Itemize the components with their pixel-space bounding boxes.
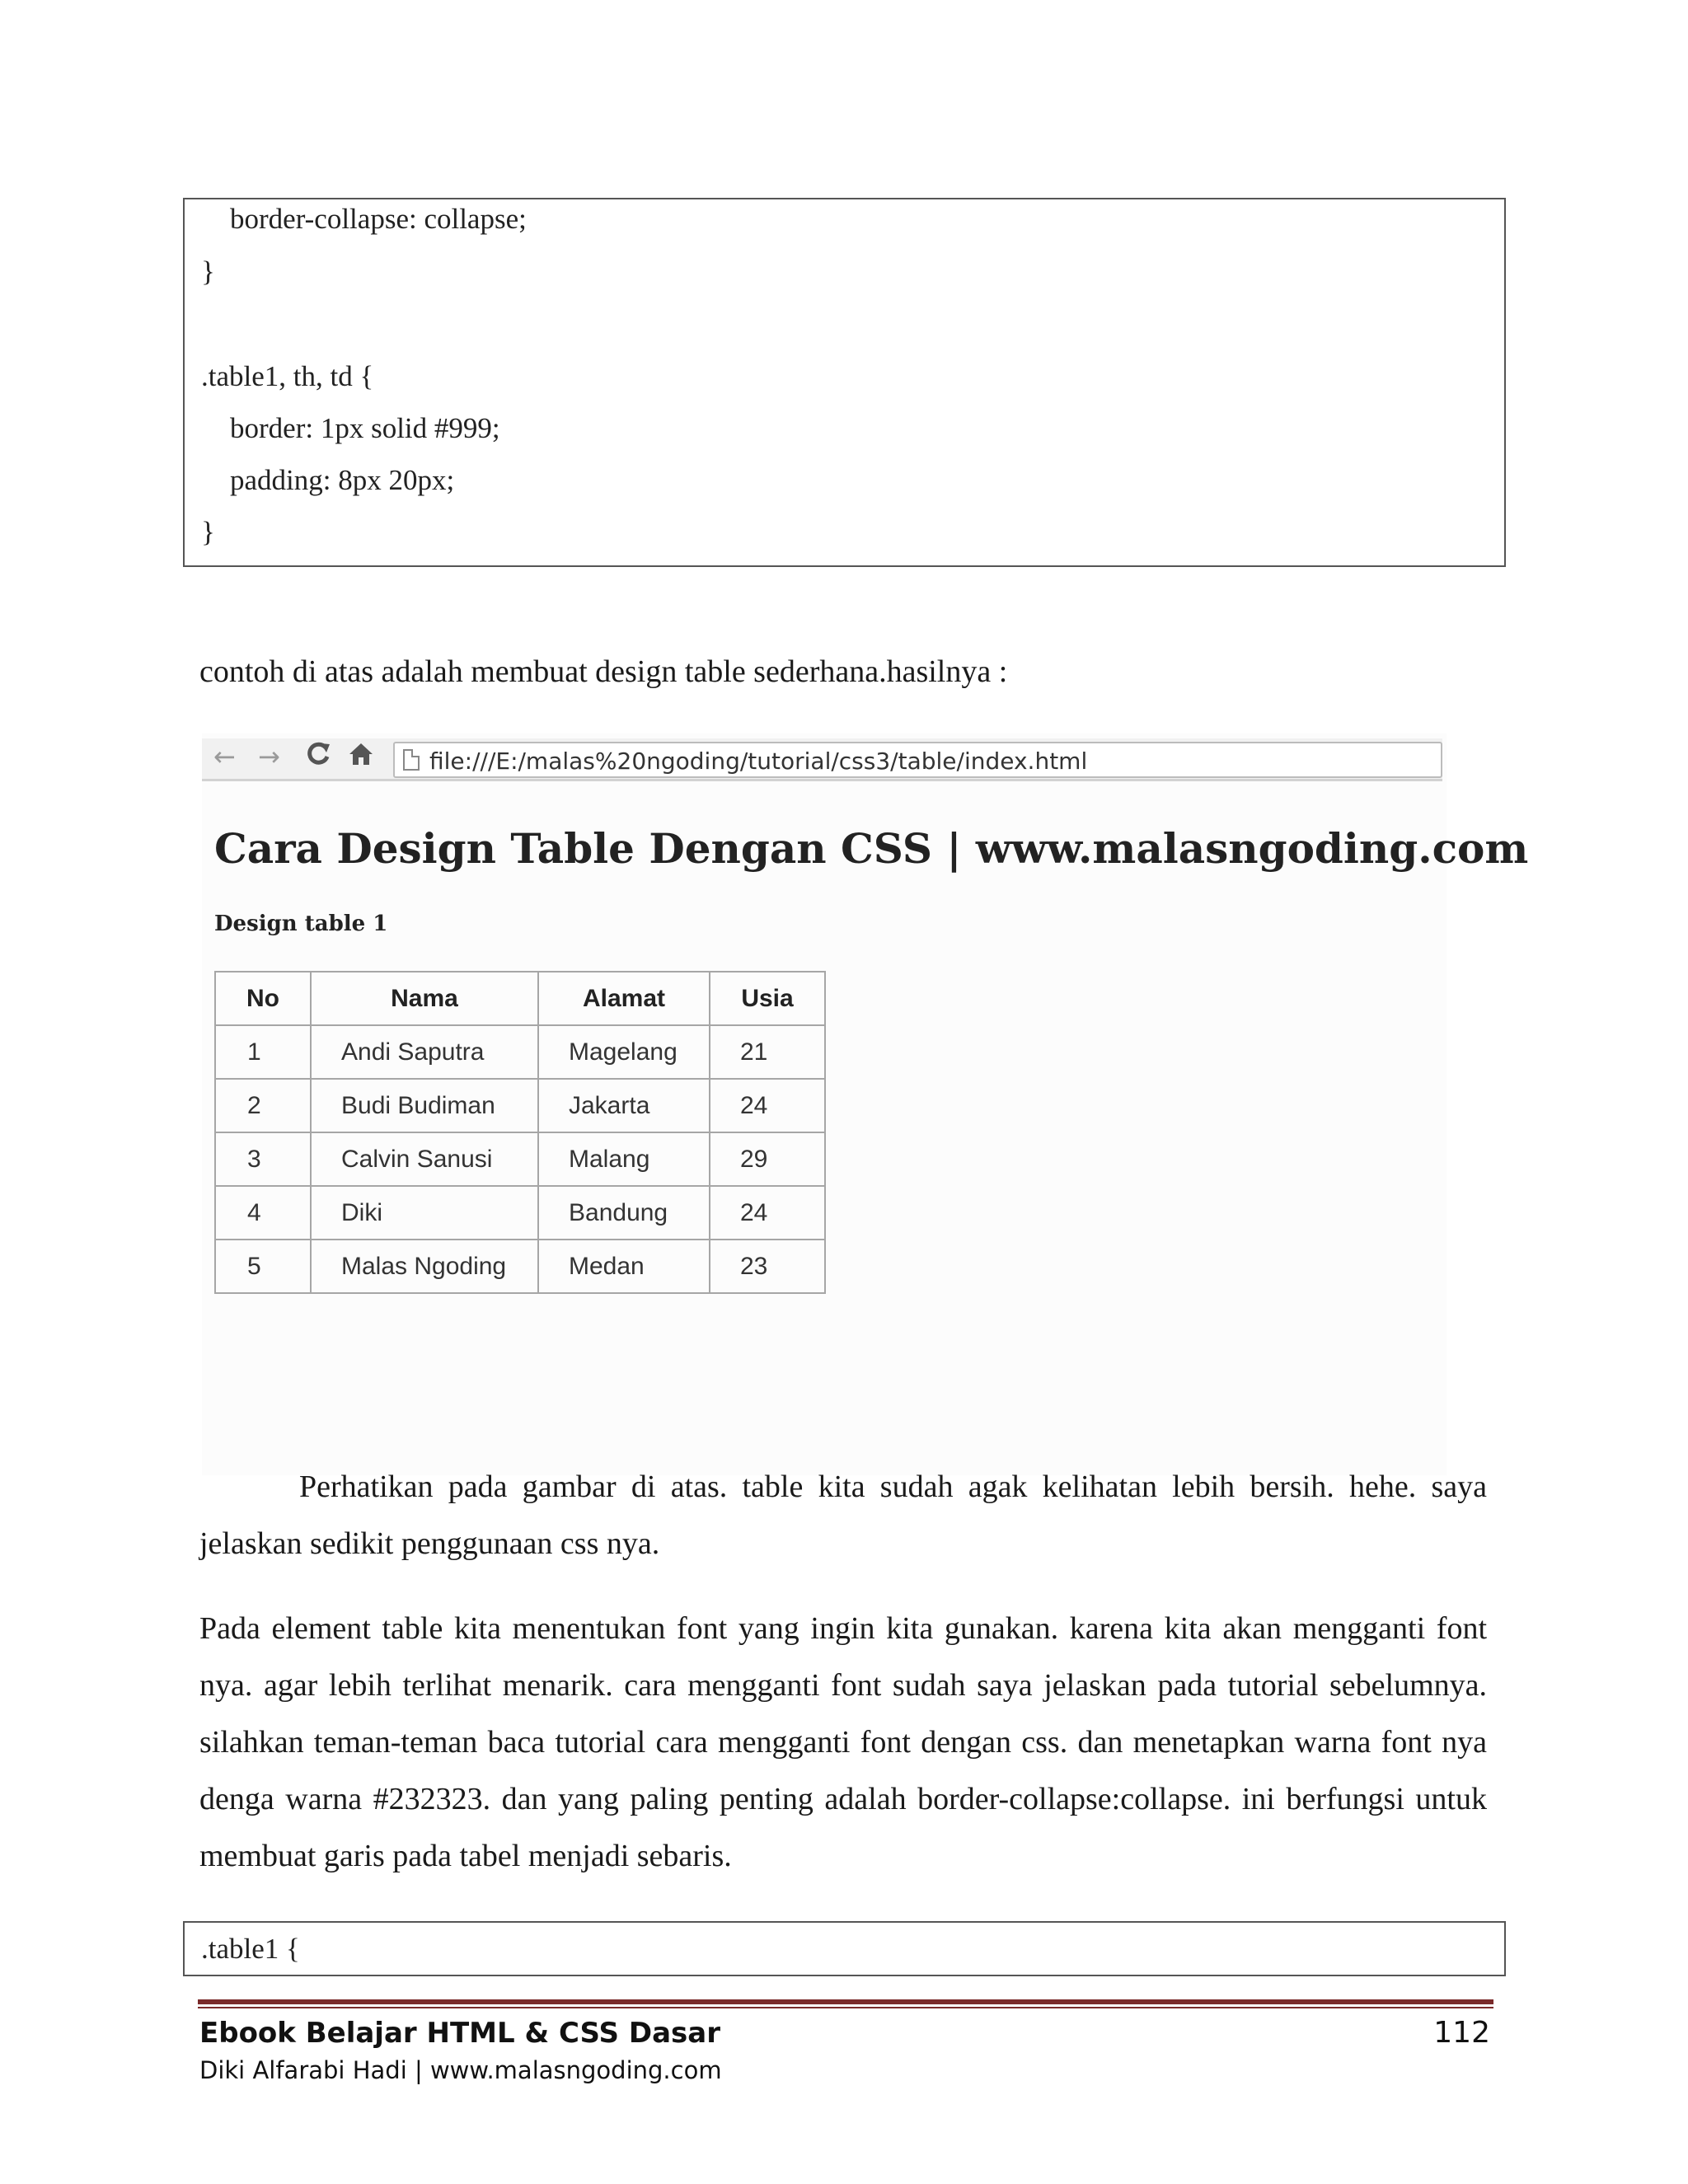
paragraph-details: Pada element table kita menentukan font yang ingin kita gunakan. karena kita akan mengganti font nya. agar lebih terlihat menarik. cara mengganti font sudah saya jelaskan pada tutorial sebelumnya. silahkan teman-teman baca tutorial cara mengganti font dengan css. dan menetapkan warna font nya denga warna #232323. dan yang paling penting adalah border-collapse:collapse. ini berfungsi untuk membuat garis pada tabel menjadi sebaris.	[199, 1611, 1487, 1873]
home-icon[interactable]	[349, 742, 373, 771]
data-table	[214, 971, 826, 1294]
page-subtitle: Design table 1	[214, 912, 388, 936]
cell-no: 2	[215, 1079, 311, 1132]
table-row	[215, 1079, 825, 1132]
header-nama: Nama	[311, 972, 538, 1025]
footer-book-title: Ebook Belajar HTML & CSS Dasar	[199, 2017, 720, 2050]
back-arrow-icon[interactable]: ←	[213, 741, 236, 772]
page-icon	[403, 749, 420, 771]
code-line: border: 1px solid #999;	[201, 412, 500, 444]
browser-toolbar	[202, 738, 1442, 781]
cell-alamat: Bandung	[538, 1186, 710, 1240]
header-usia: Usia	[710, 972, 825, 1025]
code-block-top	[183, 198, 1506, 567]
url-text: file:///E:/malas%20ngoding/tutorial/css3/table/index.html	[429, 748, 1088, 775]
header-no: No	[215, 972, 311, 1025]
cell-usia: 24	[710, 1186, 825, 1240]
cell-alamat: Medan	[538, 1240, 710, 1293]
code-line: .table1 {	[201, 1933, 300, 1965]
cell-nama: Budi Budiman	[311, 1079, 538, 1132]
cell-usia: 24	[710, 1079, 825, 1132]
page-number: 112	[1433, 2016, 1490, 2050]
cell-alamat: Malang	[538, 1132, 710, 1186]
footer-divider-thin	[198, 2007, 1493, 2008]
cell-usia: 29	[710, 1132, 825, 1186]
caption-text: contoh di atas adalah membuat design table sederhana.hasilnya :	[199, 654, 1008, 689]
cell-no: 3	[215, 1132, 311, 1186]
code-line: border-collapse: collapse;	[201, 203, 527, 235]
forward-arrow-icon[interactable]: →	[258, 741, 280, 772]
table-row	[215, 1240, 825, 1293]
cell-alamat: Jakarta	[538, 1079, 710, 1132]
table-row	[215, 1025, 825, 1079]
cell-usia: 23	[710, 1240, 825, 1293]
address-bar[interactable]	[393, 742, 1442, 778]
cell-no: 4	[215, 1186, 311, 1240]
cell-nama: Calvin Sanusi	[311, 1132, 538, 1186]
cell-nama: Diki	[311, 1186, 538, 1240]
code-line: }	[201, 516, 215, 548]
code-line: }	[201, 255, 215, 288]
table-row	[215, 1132, 825, 1186]
cell-nama: Andi Saputra	[311, 1025, 538, 1079]
cell-no: 1	[215, 1025, 311, 1079]
cell-alamat: Magelang	[538, 1025, 710, 1079]
header-alamat: Alamat	[538, 972, 710, 1025]
page-title: Cara Design Table Dengan CSS | www.malasngoding.com	[214, 824, 1529, 873]
table-row	[215, 1186, 825, 1240]
home-glyph	[349, 742, 373, 766]
table-header-row	[215, 972, 825, 1025]
browser-screenshot	[202, 733, 1529, 1475]
code-line: padding: 8px 20px;	[201, 464, 455, 496]
paragraph-explanation: Perhatikan pada gambar di atas. table kita sudah agak kelihatan lebih bersih. hehe. saya jelaskan sedikit penggunaan css nya.	[199, 1469, 1487, 1561]
reload-glyph	[306, 740, 331, 766]
reload-icon[interactable]	[306, 740, 331, 771]
footer-divider	[198, 1999, 1493, 2004]
code-block-bottom	[183, 1921, 1506, 1976]
cell-no: 5	[215, 1240, 311, 1293]
footer-author: Diki Alfarabi Hadi | www.malasngoding.com	[199, 2056, 722, 2084]
code-line: .table1, th, td {	[201, 360, 374, 392]
cell-usia: 21	[710, 1025, 825, 1079]
cell-nama: Malas Ngoding	[311, 1240, 538, 1293]
